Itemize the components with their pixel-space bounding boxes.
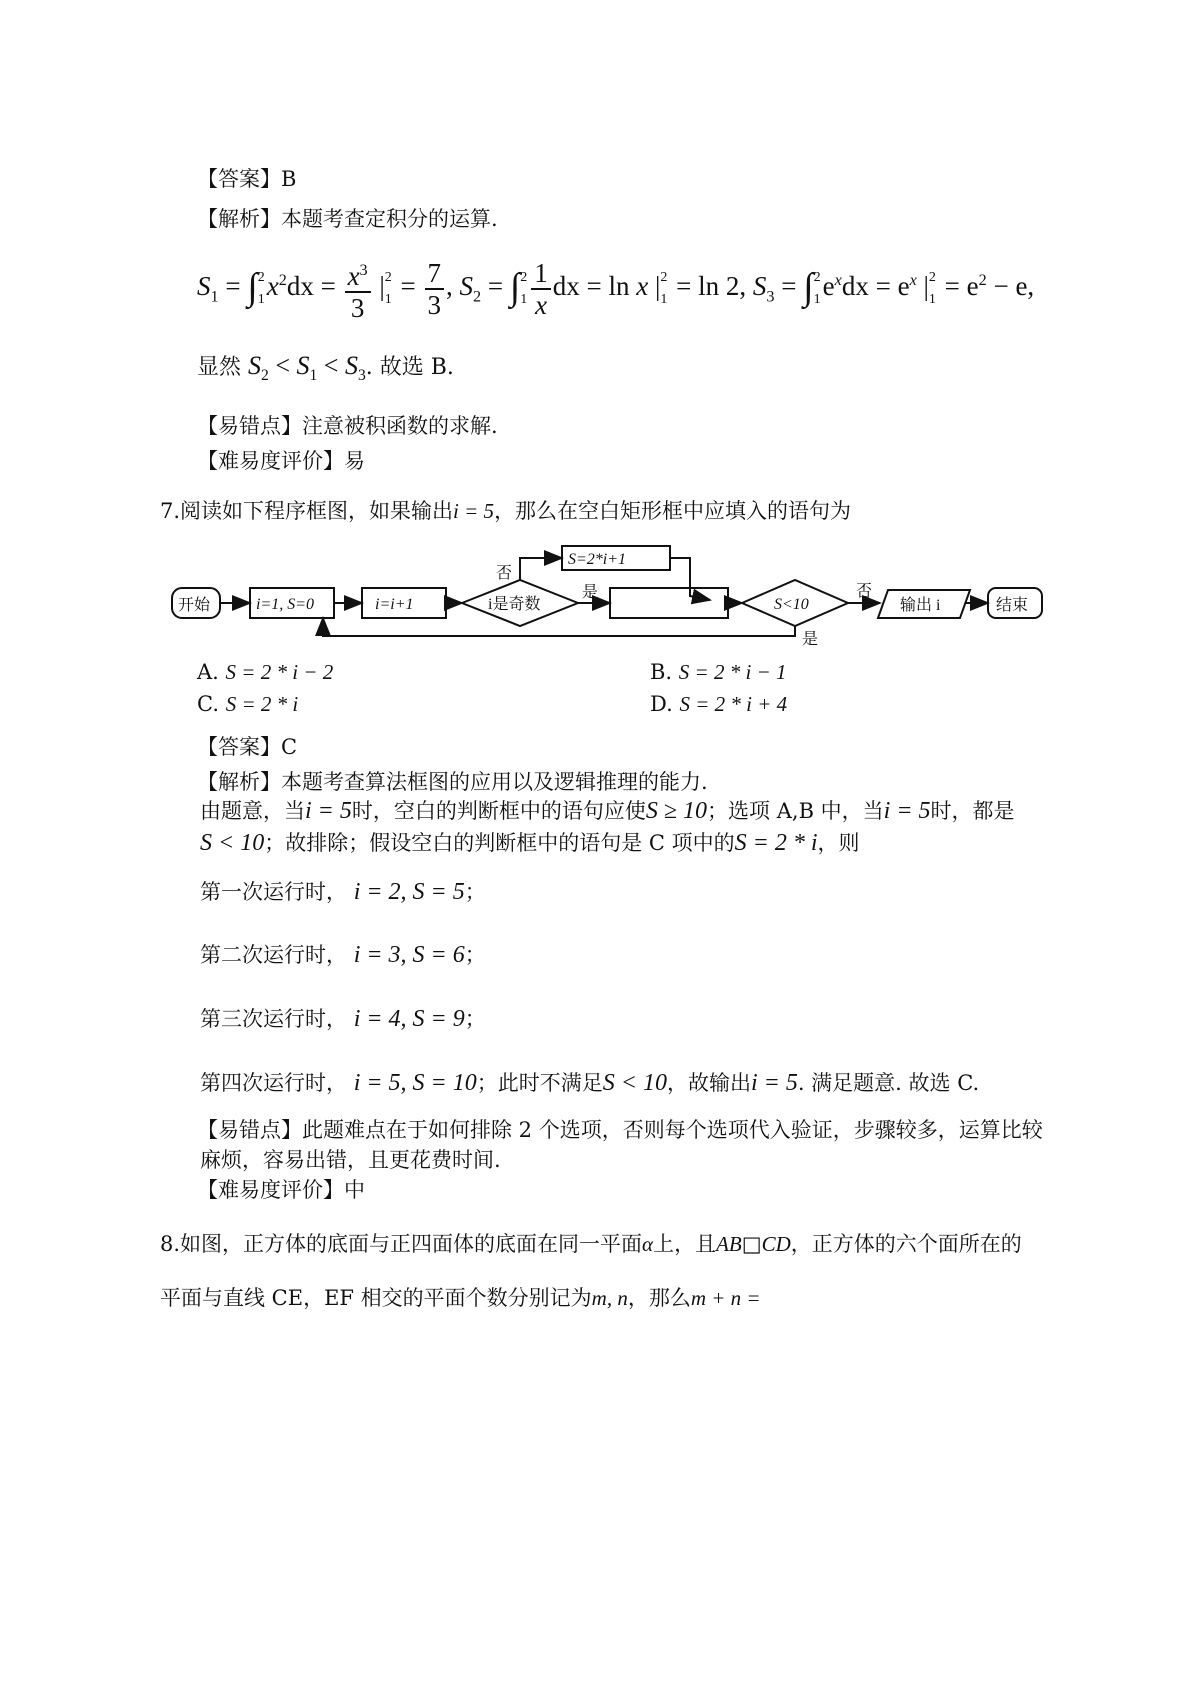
q7-option-a: A. S = 2 * i − 2 [197, 660, 334, 684]
analysis-tag: 【解析】 [197, 207, 281, 231]
flowchart [170, 540, 1050, 650]
flow-no-label: 否 [496, 565, 513, 582]
q7-question: 7.阅读如下程序框图，如果输出i = 5，那么在空白矩形框中应填入的语句为 [160, 499, 852, 523]
q6-conclusion: 显然 $S_2 < S_1 < S_3$. 故选 B. [197, 351, 454, 385]
q6-error-line: 【易错点】注意被积函数的求解. [197, 414, 498, 438]
q8-line-1: 8.如图，正方体的底面与正四面体的底面在同一平面α上，且AB□CD，正方体的六个面所在的 [160, 1232, 1022, 1256]
q6-analysis-line [197, 205, 498, 233]
integral-sign-3: ∫ [803, 265, 814, 308]
flow-output-label: 输出 i [900, 597, 941, 614]
fraction-1-over-x: $\frac{1}{x}$ [531, 258, 551, 320]
flow-cond-yes-label: 是 [802, 631, 819, 648]
integral-sign-2: ∫ [509, 265, 521, 308]
flow-start-label: 开始 [178, 597, 211, 614]
flow-assign-label: S=2*i+1 [568, 551, 627, 568]
flow-yes-label: 是 [582, 584, 599, 601]
q7-run-2: 第二次运行时， i = 3, S = 6； [200, 942, 486, 968]
answer-value: B [281, 167, 297, 191]
flow-init-label: i=1, S=0 [256, 596, 315, 613]
flow-incr-label: i=i+1 [375, 596, 414, 613]
q7-analysis-detail-1: 由题意，当i = 5时，空白的判断框中的语句应使S ≥ 10；选项 A,B 中，当i = 5时，都是 [200, 798, 1015, 824]
q6-difficulty-line: 【难易度评价】易 [197, 449, 365, 473]
q7-option-c: C. S = 2 * i [197, 692, 299, 716]
q7-difficulty-line: 【难易度评价】中 [197, 1178, 365, 1202]
q7-option-b: B. S = 2 * i − 1 [650, 660, 787, 684]
q7-run-3: 第三次运行时， i = 4, S = 9； [200, 1006, 486, 1032]
q7-run-1: 第一次运行时， i = 2, S = 5； [200, 879, 486, 905]
fraction-x3-over-3: $\frac{x^3}{3}$ [345, 255, 371, 323]
q7-error-line-2: 麻烦，容易出错，且更花费时间. [200, 1148, 501, 1172]
flow-odd-label: i是奇数 [488, 596, 541, 613]
flow-cond-no-label: 否 [856, 583, 873, 600]
flow-cond-label: S<10 [774, 596, 809, 613]
q7-run-4: 第四次运行时， i = 5, S = 10；此时不满足S < 10，故输出i = 5. 满足题意. 故选 C. [200, 1070, 980, 1096]
analysis-text: 本题考查定积分的运算. [281, 207, 498, 231]
answer-tag: 【答案】 [197, 167, 281, 191]
q6-integral-formula: $S_1$ = ∫ 2 1 $x^2dx$ = $\frac{x^3}{3}$ | 2 1 = $\frac{7}{3}$ , $S_2$ = ∫ 2 1 $\frac{1}{x}$ dx = ln x | 2 1 = ln 2, $S_3$ = ∫ 2 1 $e^xdx = e^x$ | 2 1 = $e^2 - e$, [197, 250, 1034, 326]
integral-sign-1: ∫ [247, 265, 258, 308]
q6-answer-line [197, 165, 296, 193]
q8-line-2: 平面与直线 CE，EF 相交的平面个数分别记为m, n，那么m + n = [160, 1286, 761, 1310]
flow-end-label: 结束 [996, 597, 1029, 614]
q7-option-d: D. S = 2 * i + 4 [650, 692, 788, 716]
fraction-7-over-3: $\frac{7}{3}$ [425, 258, 445, 320]
flow-blank-box [610, 588, 728, 618]
q7-answer-line: 【答案】C [197, 735, 298, 759]
q7-error-line-1: 【易错点】此题难点在于如何排除 2 个选项，否则每个选项代入验证，步骤较多，运算比较 [197, 1118, 1043, 1142]
q7-analysis-line: 【解析】本题考查算法框图的应用以及逻辑推理的能力. [197, 770, 708, 794]
q7-analysis-detail-2: S < 10；故排除；假设空白的判断框中的语句是 C 项中的S = 2 * i，则 [200, 830, 860, 856]
